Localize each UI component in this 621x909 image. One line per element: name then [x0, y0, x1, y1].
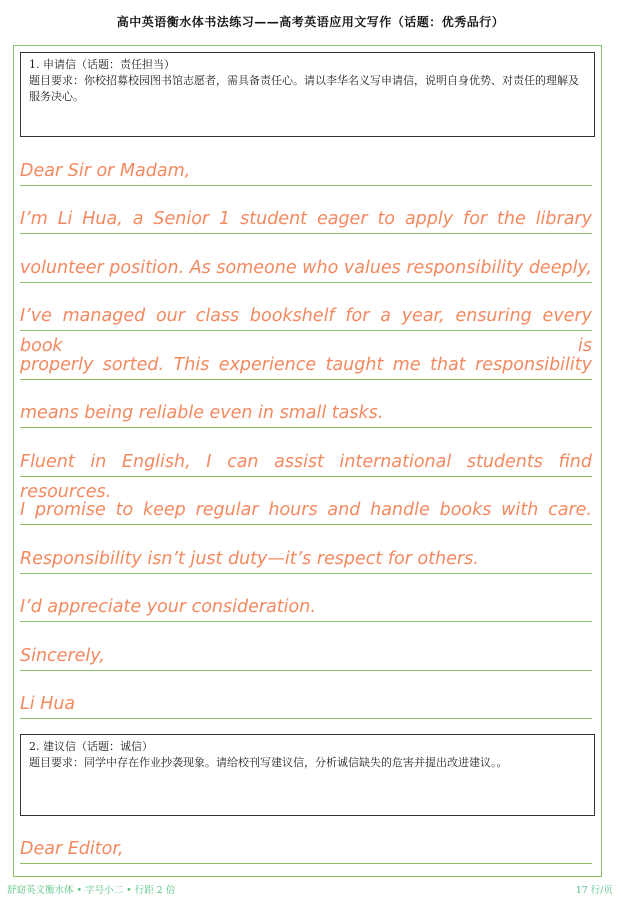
footer-font-info: 舒窈英文衡水体 • 字号小二 • 行距 2 倍	[7, 885, 176, 896]
writing-line: properly sorted. This experience taught me that responsibility	[20, 350, 592, 380]
writing-line: I’d appreciate your consideration.	[20, 592, 592, 622]
task-heading: 1. 申请信（话题：责任担当）	[29, 58, 175, 71]
writing-line: Dear Sir or Madam,	[20, 156, 592, 186]
task-box-1	[20, 52, 595, 137]
writing-line: Sincerely,	[20, 641, 592, 671]
footer-lines-per-page: 17 行/页	[575, 885, 613, 896]
task-box-2	[20, 734, 595, 816]
page-title: 高中英语衡水体书法练习——高考英语应用文写作（话题：优秀品行）	[116, 15, 505, 29]
writing-line: I promise to keep regular hours and handle books with care.	[20, 495, 592, 525]
task-requirement: 题目要求：你校招募校园图书馆志愿者，需具备责任心。请以李华名义写申请信，说明自身优势、对责任的理解及服务决心。	[29, 74, 579, 103]
writing-line: Responsibility isn’t just duty—it’s respect for others.	[20, 544, 592, 574]
writing-line: I’m Li Hua, a Senior 1 student eager to apply for the library	[20, 204, 592, 234]
writing-line: Dear Editor,	[20, 834, 592, 864]
task-requirement: 题目要求：同学中存在作业抄袭现象。请给校刊写建议信，分析诚信缺失的危害并提出改进建议。。	[29, 756, 508, 769]
writing-line: I’ve managed our class bookshelf for a year, ensuring every book is	[20, 301, 592, 331]
writing-line: volunteer position. As someone who values responsibility deeply,	[20, 253, 592, 283]
writing-line: means being reliable even in small tasks.	[20, 398, 592, 428]
writing-line: Li Hua	[20, 689, 592, 719]
writing-line: Fluent in English, I can assist international students find resources.	[20, 447, 592, 477]
task-heading: 2. 建议信（话题：诚信）	[29, 740, 153, 753]
